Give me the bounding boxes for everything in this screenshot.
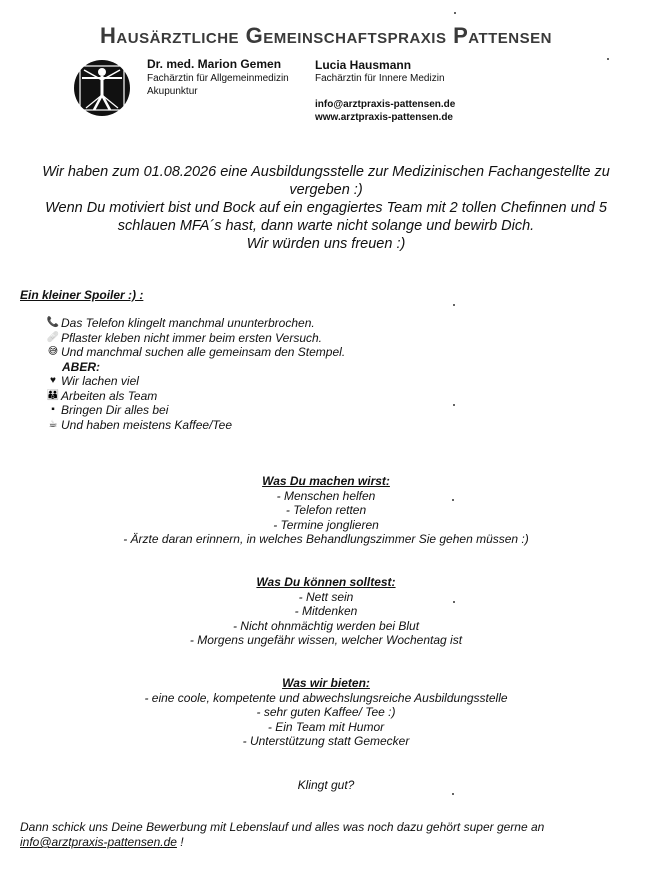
- closing-question: Klingt gut?: [297, 778, 355, 792]
- skill-item: - Morgens ungefähr wissen, welcher Wochentag ist: [189, 633, 463, 647]
- task-item: - Termine jonglieren: [273, 517, 379, 532]
- skills-section: [0, 575, 652, 648]
- contact-website[interactable]: www.arztpraxis-pattensen.de: [315, 112, 453, 123]
- contact-block: [315, 98, 455, 124]
- tasks-section: [0, 474, 652, 547]
- list-item: [46, 345, 345, 360]
- list-item: [46, 403, 345, 418]
- offer-item: - eine coole, kompetente und abwechslungsreiche Ausbildungsstelle: [144, 690, 508, 705]
- scan-speck: [454, 12, 456, 14]
- doctor2-name: Lucia Hausmann: [315, 58, 412, 72]
- task-item: - Ärzte daran erinnern, in welches Behandlungszimmer Sie gehen müssen :): [123, 532, 529, 546]
- team-icon: 👪: [46, 389, 60, 401]
- doctor1-details: [147, 72, 289, 98]
- scan-speck: [453, 404, 455, 406]
- vitruvian-man-icon: [72, 58, 132, 118]
- scan-speck: [452, 793, 454, 795]
- heart-icon: ♥: [50, 375, 56, 386]
- offer-section: [0, 676, 652, 749]
- bandage-icon: 🩹: [46, 331, 60, 343]
- list-item-text: Bringen Dir alles bei: [61, 403, 169, 417]
- list-item-text: Und haben meistens Kaffee/Tee: [61, 417, 233, 432]
- intro-text: [10, 163, 642, 253]
- footer-suffix: !: [176, 835, 184, 849]
- footer-email-link[interactable]: info@arztpraxis-pattensen.de: [20, 835, 177, 849]
- footer-message: Dann schick uns Deine Bewerbung mit Lebenslauf und alles was noch dazu gehört super gerne an: [20, 820, 545, 834]
- intro-line: schlauen MFA´s hast, dann warte nicht solange und bewirb Dich.: [117, 218, 535, 234]
- list-item-text: Wir lachen viel: [61, 374, 139, 388]
- intro-line: Wir würden uns freuen :): [246, 236, 406, 252]
- doctor1-name: Dr. med. Marion Gemen: [147, 57, 282, 71]
- skill-item: - Nett sein: [298, 589, 354, 604]
- footer-text: [20, 820, 640, 850]
- intro-line: Wenn Du motiviert bist und Bock auf ein engagiertes Team mit 2 tollen Chefinnen und 5: [45, 200, 607, 216]
- coffee-icon: ☕: [48, 418, 58, 430]
- task-item: - Telefon retten: [285, 503, 367, 517]
- skill-item: - Nicht ohnmächtig werden bei Blut: [232, 618, 420, 633]
- offer-item: - Ein Team mit Humor: [267, 719, 385, 734]
- book-icon: ▪: [51, 404, 55, 415]
- doctor2-specialty: Fachärztin für Innere Medizin: [315, 73, 445, 84]
- offer-item: - sehr guten Kaffee/ Tee :): [256, 705, 396, 719]
- tasks-heading: Was Du machen wirst:: [262, 474, 390, 488]
- contact-email[interactable]: info@arztpraxis-pattensen.de: [315, 99, 456, 110]
- list-item: [46, 331, 345, 346]
- list-item-text: Und manchmal suchen alle gemeinsam den Stempel.: [61, 345, 346, 359]
- list-item: [46, 316, 345, 331]
- offer-heading: Was wir bieten:: [282, 676, 370, 690]
- stamp-icon: 😅: [47, 346, 59, 357]
- scan-speck: [453, 601, 455, 603]
- list-item: [46, 374, 345, 389]
- scan-speck: [607, 58, 609, 60]
- offer-item: - Unterstützung statt Gemecker: [242, 734, 410, 748]
- skills-heading: Was Du können solltest:: [256, 575, 396, 589]
- phone-icon: 📞: [46, 317, 60, 328]
- intro-line: Wir haben zum 01.08.2026 eine Ausbildungsstelle zur Medizinischen Fachangestellte zu: [42, 164, 610, 180]
- intro-line: vergeben :): [289, 182, 363, 198]
- aber-label: ABER:: [62, 359, 100, 374]
- skill-item: - Mitdenken: [294, 604, 358, 618]
- spoiler-list: [46, 316, 345, 432]
- doctor1-extra: Akupunktur: [147, 86, 198, 97]
- list-item-text: Das Telefon klingelt manchmal ununterbrochen.: [61, 316, 315, 330]
- list-item: [46, 389, 345, 404]
- scan-speck: [453, 304, 455, 306]
- spoiler-heading: Ein kleiner Spoiler :) :: [20, 288, 144, 302]
- task-item: - Menschen helfen: [276, 488, 376, 503]
- list-item-text: Pflaster kleben nicht immer beim ersten Versuch.: [61, 330, 322, 345]
- list-item-text: Arbeiten als Team: [61, 388, 158, 403]
- page-title: Hausärztliche Gemeinschaftspraxis Pattensen: [100, 23, 552, 48]
- list-item: [46, 418, 345, 433]
- scan-speck: [452, 499, 454, 501]
- doctor1-specialty: Fachärztin für Allgemeinmedizin: [147, 73, 289, 84]
